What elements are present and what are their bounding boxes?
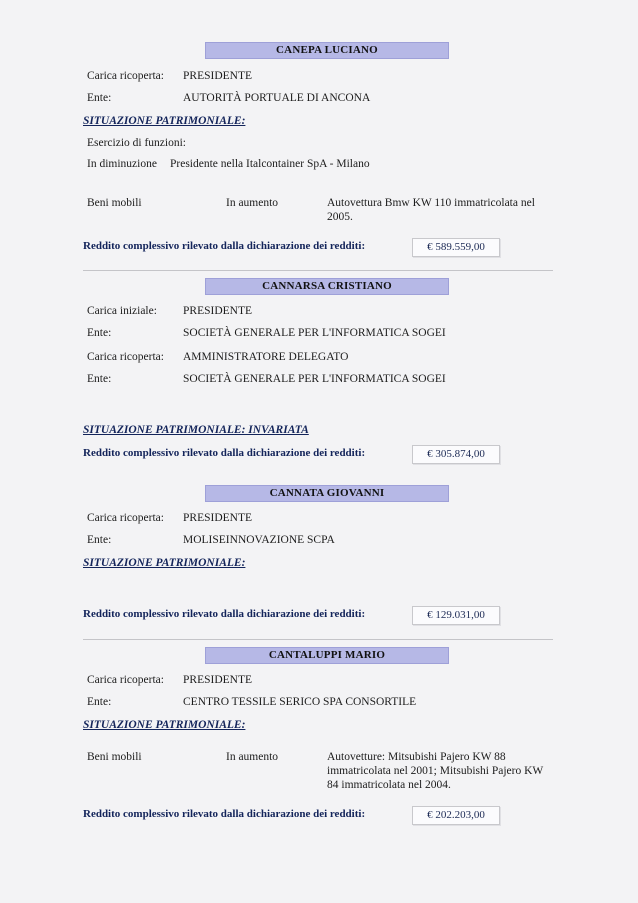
beni-change: In aumento	[226, 751, 279, 763]
beni-change: In aumento	[226, 197, 279, 209]
field-value: MOLISEINNOVAZIONE SCPA	[183, 534, 335, 546]
beni-detail-line: 2005.	[327, 211, 353, 223]
field-value: AUTORITÀ PORTUALE DI ANCONA	[183, 92, 371, 104]
field-label: Ente:	[87, 327, 112, 339]
beni-detail-line: immatricolata nel 2001; Mitsubishi Pajero KW	[327, 765, 544, 777]
situazione-patrimoniale-heading: SITUAZIONE PATRIMONIALE: INVARIATA	[83, 424, 309, 436]
field-value: PRESIDENTE	[183, 512, 252, 524]
field-label: Ente:	[87, 92, 112, 104]
field-label: Carica ricoperta:	[87, 674, 164, 686]
person-name-header: CANNATA GIOVANNI	[205, 485, 449, 502]
field-value: PRESIDENTE	[183, 70, 252, 82]
person-name-header: CANEPA LUCIANO	[205, 42, 449, 59]
reddito-label: Reddito complessivo rilevato dalla dichiarazione dei redditi:	[83, 447, 366, 459]
reddito-amount: € 589.559,00	[412, 238, 500, 257]
field-value: SOCIETÀ GENERALE PER L'INFORMATICA SOGEI	[183, 327, 446, 339]
field-value: PRESIDENTE	[183, 305, 252, 317]
field-label: Ente:	[87, 696, 112, 708]
field-label: Carica ricoperta:	[87, 351, 164, 363]
field-value: AMMINISTRATORE DELEGATO	[183, 351, 349, 363]
field-value: PRESIDENTE	[183, 674, 252, 686]
reddito-label: Reddito complessivo rilevato dalla dichiarazione dei redditi:	[83, 240, 366, 252]
diminuzione-value: Presidente nella Italcontainer SpA - Milano	[170, 158, 370, 170]
beni-label: Beni mobili	[87, 751, 142, 763]
person-name-header: CANTALUPPI MARIO	[205, 647, 449, 664]
section-divider	[83, 639, 553, 640]
field-value: CENTRO TESSILE SERICO SPA CONSORTILE	[183, 696, 417, 708]
situazione-patrimoniale-heading: SITUAZIONE PATRIMONIALE:	[83, 719, 246, 731]
situazione-patrimoniale-heading: SITUAZIONE PATRIMONIALE:	[83, 557, 246, 569]
beni-detail-line: 84 immatricolata nel 2004.	[327, 779, 451, 791]
reddito-amount: € 129.031,00	[412, 606, 500, 625]
reddito-amount: € 305.874,00	[412, 445, 500, 464]
field-label: Ente:	[87, 373, 112, 385]
reddito-amount: € 202.203,00	[412, 806, 500, 825]
field-label: Carica ricoperta:	[87, 70, 164, 82]
section-divider	[83, 270, 553, 271]
field-label: Ente:	[87, 534, 112, 546]
person-name-header: CANNARSA CRISTIANO	[205, 278, 449, 295]
reddito-label: Reddito complessivo rilevato dalla dichiarazione dei redditi:	[83, 808, 366, 820]
beni-detail-line: Autovettura Bmw KW 110 immatricolata nel	[327, 197, 535, 209]
field-value: SOCIETÀ GENERALE PER L'INFORMATICA SOGEI	[183, 373, 446, 385]
field-label: Carica ricoperta:	[87, 512, 164, 524]
beni-label: Beni mobili	[87, 197, 142, 209]
situazione-patrimoniale-heading: SITUAZIONE PATRIMONIALE:	[83, 115, 246, 127]
esercizio-label: Esercizio di funzioni:	[87, 137, 186, 149]
diminuzione-label: In diminuzione	[87, 158, 157, 170]
reddito-label: Reddito complessivo rilevato dalla dichiarazione dei redditi:	[83, 608, 366, 620]
field-label: Carica iniziale:	[87, 305, 157, 317]
beni-detail-line: Autovetture: Mitsubishi Pajero KW 88	[327, 751, 506, 763]
